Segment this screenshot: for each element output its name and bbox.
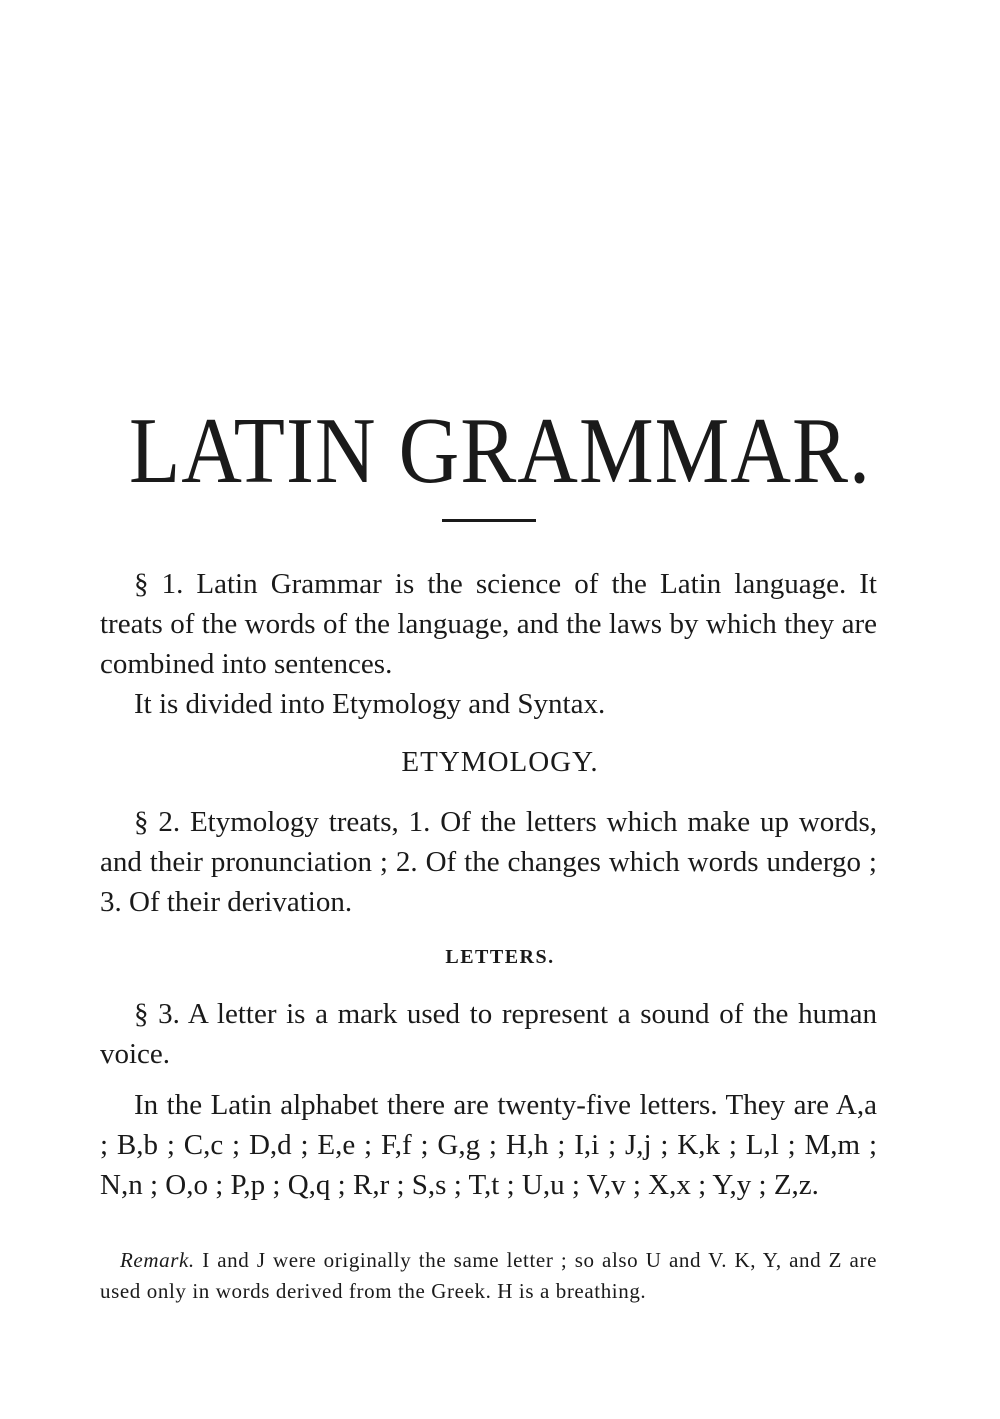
remark-paragraph xyxy=(100,1245,877,1307)
letters-heading: LETTERS. xyxy=(445,946,555,968)
remark-label: Remark. xyxy=(120,1248,195,1272)
alphabet-paragraph xyxy=(100,1085,877,1205)
etymology-heading: ETYMOLOGY. xyxy=(401,746,599,778)
section-1 xyxy=(100,564,877,684)
remark-text: I and J were originally the same letter ; so also U and V. K, Y, and Z are used only in words derived from the Greek. H is a breathing. xyxy=(100,1248,877,1303)
section-3 xyxy=(100,994,877,1074)
section-1-division xyxy=(100,684,877,724)
alphabet-text: In the Latin alphabet there are twenty-five letters. They are A,a ; B,b ; C,c ; D,d ; E,e ; F,f ; G,g ; H,h ; I,i ; J,j ; K,k ; L,l ; M,m ; N,n ; O,o ; P,p ; Q,q ; R,r ; S,s ; T,t ; U,u ; V,v ; X,x ; Y,y ; Z,z. xyxy=(100,1089,877,1201)
section-3-text: § 3. A letter is a mark used to represent a sound of the human voice. xyxy=(100,998,877,1070)
section-2-text: § 2. Etymology treats, 1. Of the letters which make up words, and their pronunciation ; 2. Of the changes which words undergo ; 3. Of their derivation. xyxy=(100,806,877,918)
section-1-divided-text: It is divided into Etymology and Syntax. xyxy=(134,688,606,720)
page-title: LATIN GRAMMAR. xyxy=(128,399,872,504)
section-2 xyxy=(100,802,877,922)
title-rule xyxy=(442,519,536,522)
section-1-text: § 1. Latin Grammar is the science of the Latin language. It treats of the words of the language, and the laws by which they are combined into sentences. xyxy=(100,568,877,680)
